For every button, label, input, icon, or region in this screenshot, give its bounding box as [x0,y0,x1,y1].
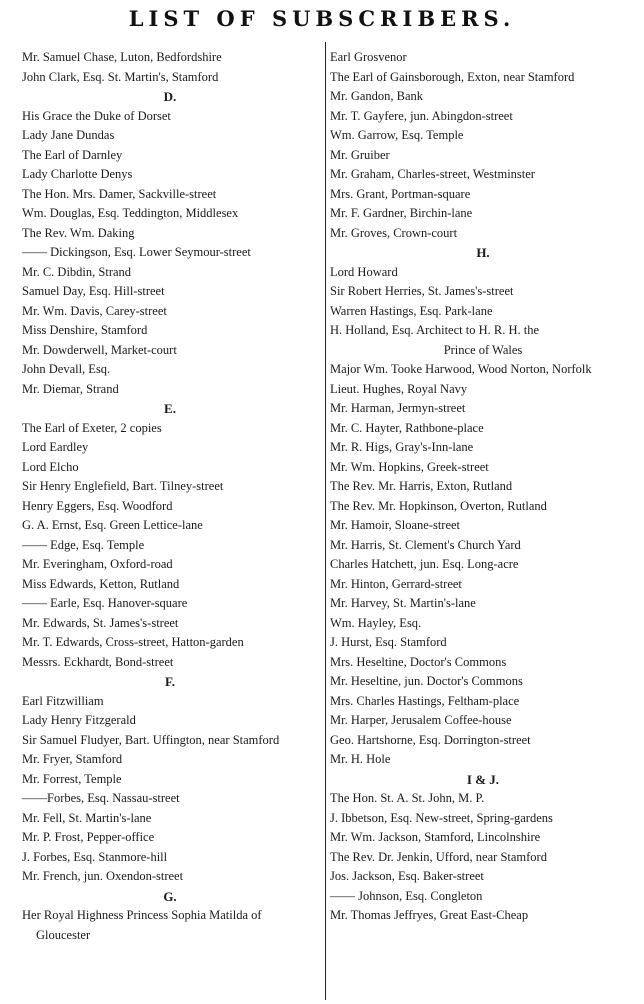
subscriber-entry: —— Earle, Esq. Hanover-square [22,596,188,610]
subscriber-entry: Lady Henry Fitzgerald [22,713,136,727]
subscriber-entry: Mr. Heseltine, jun. Doctor's Commons [330,674,523,688]
section-letter-heading: F. [165,674,175,689]
subscriber-entry: Jos. Jackson, Esq. Baker-street [330,869,484,883]
subscriber-entry: Mr. Wm. Hopkins, Greek-street [330,459,489,474]
subscriber-entry: Wm. Garrow, Esq. Temple [330,128,464,142]
subscriber-entry: Mr. Gandon, Bank [330,89,424,103]
subscriber-entry: Samuel Day, Esq. Hill-street [22,284,165,298]
subscriber-entry: The Rev. Wm. Daking [22,225,135,240]
section-letter-heading: H. [476,245,490,260]
subscriber-entry: Mr. F. Gardner, Birchin-lane [330,206,473,220]
subscriber-entry: Sir Henry Englefield, Bart. Tilney-street [22,479,224,493]
subscriber-entry: Mr. Edwards, St. James's-street [22,615,179,630]
subscriber-entry: Lord Eardley [22,440,89,454]
subscriber-entry: The Rev. Mr. Hopkinson, Overton, Rutland [330,498,547,513]
subscriber-entry: Mr. Graham, Charles-street, Westminster [330,167,535,181]
subscriber-entry: Lady Jane Dundas [22,128,115,142]
subscriber-entry: Mr. Samuel Chase, Luton, Bedfordshire [22,50,222,64]
subscriber-entry: J. Forbes, Esq. Stanmore-hill [22,849,168,864]
subscriber-entry: Earl Fitzwilliam [22,693,104,708]
subscriber-entry: Mr. Harman, Jermyn-street [330,401,466,415]
subscriber-entry: Mr. Wm. Jackson, Stamford, Lincolnshire [330,830,541,844]
subscriber-entry: Mr. Hinton, Gerrard-street [330,576,462,591]
subscriber-entry: Wm. Douglas, Esq. Teddington, Middlesex [22,206,239,220]
subscriber-entry: Mr. Harris, St. Clement's Church Yard [330,537,521,552]
subscriber-entry: Mr. Everingham, Oxford-road [22,557,173,571]
subscriber-entry: Mrs. Heseltine, Doctor's Commons [330,654,507,669]
subscriber-entry: H. Holland, Esq. Architect to H. R. H. the [330,323,539,337]
subscriber-entry: Mrs. Grant, Portman-square [330,186,471,201]
subscriber-entry: Sir Samuel Fludyer, Bart. Uffington, near Stamford [22,732,280,747]
subscriber-entry: Charles Hatchett, jun. Esq. Long-acre [330,557,519,571]
subscriber-entry: Miss Edwards, Ketton, Rutland [22,576,180,591]
subscriber-entry: Mr. Dowderwell, Market-court [22,342,177,357]
subscriber-entry: Sir Robert Herries, St. James's-street [330,284,514,298]
subscriber-entry: Mr. Fell, St. Martin's-lane [22,810,152,825]
section-letter-heading: G. [163,888,177,904]
subscriber-entry: His Grace the Duke of Dorset [22,108,171,123]
subscriber-entry: The Rev. Dr. Jenkin, Ufford, near Stamford [330,849,547,864]
subscriber-entry: Mrs. Charles Hastings, Feltham-place [330,693,520,708]
section-letter-heading: I & J. [466,771,500,787]
subscriber-entry: Lord Howard [330,264,398,279]
subscriber-entry: The Hon. Mrs. Damer, Sackville-street [22,186,217,201]
subscriber-entry: Wm. Hayley, Esq. [330,615,422,630]
subscriber-entry: Mr. H. Hole [330,752,391,766]
subscriber-entry: Mr. Fryer, Stamford [22,752,123,766]
section-letter-heading: D. [163,89,177,104]
subscriber-entry: Mr. Wm. Davis, Carey-street [22,303,167,318]
subscriber-entry: Mr. C. Hayter, Rathbone-place [330,420,484,435]
subscriber-entry: —— Dickingson, Esq. Lower Seymour-street [22,245,251,259]
subscriber-entry: The Earl of Darnley [22,147,123,162]
subscriber-entry: —— Johnson, Esq. Congleton [330,888,483,903]
subscriber-entry: Mr. Groves, Crown-court [330,225,458,240]
subscriber-entry: Mr. P. Frost, Pepper-office [22,830,155,844]
subscriber-entry: Mr. Gruiber [330,147,390,162]
subscriber-entry: Henry Eggers, Esq. Woodford [22,498,173,513]
subscriber-entry: Mr. Thomas Jeffryes, Great East-Cheap [330,908,529,922]
subscriber-entry: John Devall, Esq. [22,362,111,376]
subscriber-entry: The Earl of Exeter, 2 copies [22,420,162,435]
subscriber-entry: —— Edge, Esq. Temple [22,537,145,552]
subscriber-column-left [22,48,318,945]
subscriber-entry: Prince of Wales [443,342,523,357]
subscriber-entry: The Earl of Gainsborough, Exton, near Stamford [330,69,575,84]
subscriber-entry: Mr. T. Edwards, Cross-street, Hatton-garden [22,635,244,649]
subscriber-entry: Mr. Diemar, Strand [22,381,119,396]
subscriber-entry: Mr. C. Dibdin, Strand [22,264,132,279]
subscriber-entry: Miss Denshire, Stamford [22,323,148,337]
subscriber-entry: Her Royal Highness Princess Sophia Matilda of Gloucester [22,908,262,942]
subscriber-entry: Mr. Forrest, Temple [22,771,122,786]
subscriber-entry: Mr. French, jun. Oxendon-street [22,869,184,883]
subscriber-column-right [330,48,636,926]
column-divider [325,42,326,1000]
subscriber-entry: Mr. Hamoir, Sloane-street [330,518,461,532]
subscriber-entry: G. A. Ernst, Esq. Green Lettice-lane [22,518,203,532]
page-title: LIST OF SUBSCRIBERS. [128,6,516,31]
subscriber-entry: Messrs. Eckhardt, Bond-street [22,654,174,669]
subscriber-entry: Earl Grosvenor [330,50,407,64]
subscriber-entry: Mr. Harvey, St. Martin's-lane [330,596,476,610]
subscriber-entry: Warren Hastings, Esq. Park-lane [330,303,493,318]
subscriber-entry: J. Hurst, Esq. Stamford [330,635,447,649]
subscriber-entry: ——Forbes, Esq. Nassau-street [22,791,180,805]
subscriber-entry: The Rev. Mr. Harris, Exton, Rutland [330,479,513,493]
subscriber-entry: Mr. T. Gayfere, jun. Abingdon-street [330,108,513,123]
subscriber-entry: Lieut. Hughes, Royal Navy [330,381,468,396]
subscriber-entry: Mr. R. Higs, Gray's-Inn-lane [330,440,474,454]
section-letter-heading: E. [164,401,176,416]
subscriber-entry: Geo. Hartshorne, Esq. Dorrington-street [330,732,531,747]
subscriber-entry: Lady Charlotte Denys [22,167,133,181]
subscriber-entry: Major Wm. Tooke Harwood, Wood Norton, Norfolk [330,362,592,376]
subscriber-entry: J. Ibbetson, Esq. New-street, Spring-gardens [330,810,553,825]
subscriber-entry: Mr. Harper, Jerusalem Coffee-house [330,713,512,727]
subscriber-entry: The Hon. St. A. St. John, M. P. [330,791,485,805]
subscriber-entry: Lord Elcho [22,459,79,474]
subscriber-entry: John Clark, Esq. St. Martin's, Stamford [22,69,219,84]
